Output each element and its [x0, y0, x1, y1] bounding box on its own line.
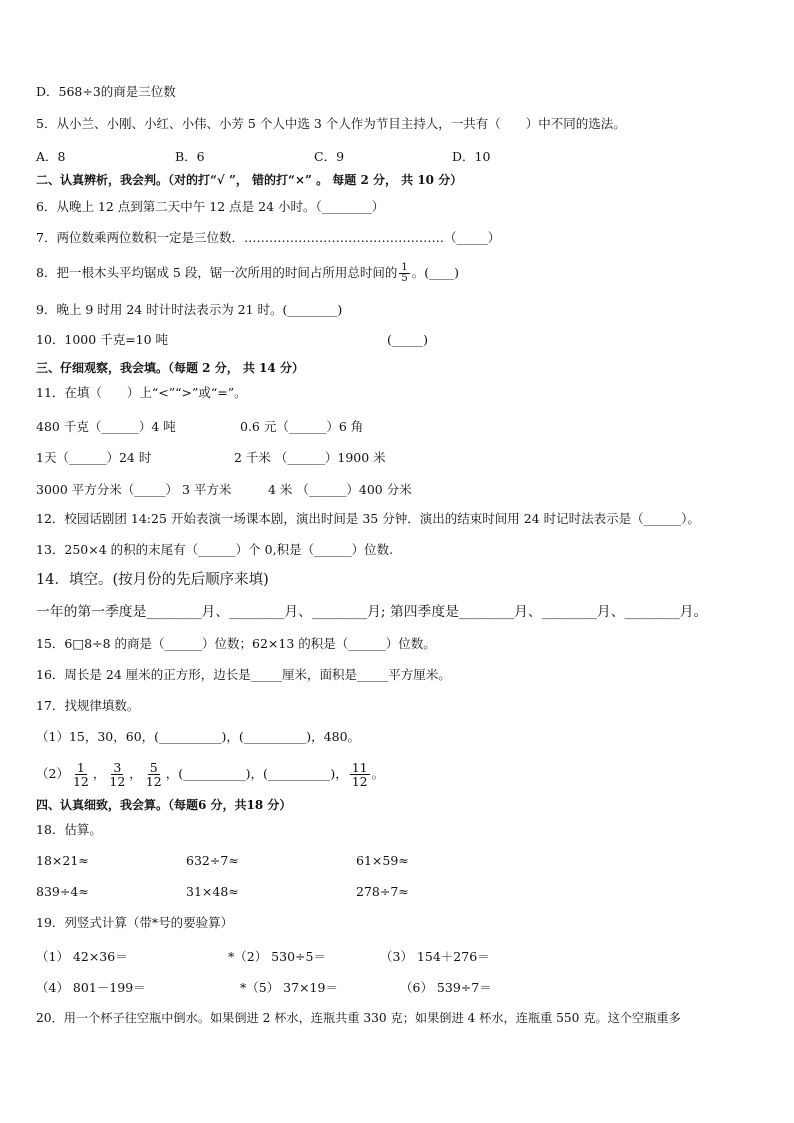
q17-part-2-blanks: ，(__________)，(__________)，	[165, 766, 348, 781]
question-5: 5．从小兰、小刚、小红、小伟、小芳 5 个人中选 3 个人作为节目主持人，一共有（ ）中不同的选法。	[36, 116, 626, 131]
question-16: 16．周长是 24 厘米的正方形，边长是_____厘米，面积是_____平方厘米。	[36, 667, 451, 682]
fraction-denominator: 12	[72, 774, 89, 789]
q18-item-4: 839÷4≈	[36, 884, 89, 899]
q8-tail: 。(____)	[411, 265, 459, 280]
question-12: 12．校园话剧团 14:25 开始表演一场课本剧，演出时间是 35 分钟．演出的结束时间用 24 时记时法表示是（______）。	[36, 511, 700, 526]
q11-row3-b: 4 米 （______）400 分米	[268, 482, 412, 497]
q18-item-6: 278÷7≈	[356, 884, 409, 899]
q18-item-2: 632÷7≈	[186, 853, 239, 868]
question-15: 15．6□8÷8 的商是（______）位数；62×13 的积是（______）位数。	[36, 636, 436, 651]
q19-item-4: （4） 801－199＝	[36, 980, 146, 995]
q11-row1-b: 0.6 元（______）6 角	[240, 419, 364, 434]
q19-item-5: *（5） 37×19＝	[240, 980, 338, 995]
question-13: 13．250×4 的积的末尾有（______）个 0,积是（______）位数.	[36, 542, 394, 557]
q11-row2-b: 2 千米 （______）1900 米	[234, 450, 386, 465]
question-14: 14．填空。(按月份的先后顺序来填)	[36, 572, 269, 588]
q19-item-6: （6） 539÷7＝	[400, 980, 492, 995]
q18-item-3: 61×59≈	[356, 853, 409, 868]
q17-fraction-3	[144, 761, 164, 788]
q19-item-3: （3） 154＋276＝	[380, 949, 490, 964]
fraction-numerator: 11	[351, 760, 368, 775]
section-2-heading: 二、认真辨析，我会判。（对的打“√ ”， 错的打“×” 。 每题 2 分， 共 10 分）	[36, 173, 463, 187]
q14-fill-line: 一年的第一季度是________月、________月、________月; 第四季度是________月、________月、________月。	[36, 604, 708, 620]
q8-text: 8．把一根木头平均锯成 5 段，锯一次所用的时间占所用总时间的	[36, 265, 398, 280]
fraction-denominator: 12	[109, 774, 126, 789]
question-19: 19．列竖式计算（带*号的要验算）	[36, 915, 234, 930]
section-4-heading: 四、认真细致，我会算。（每题6 分，共18 分）	[36, 798, 292, 812]
q11-row3-a: 3000 平方分米（_____） 3 平方米	[36, 482, 232, 497]
q11-row2-a: 1天（______）24 时	[36, 450, 152, 465]
q5-option-c: C．9	[314, 149, 345, 164]
q8-fraction-numerator: 1	[401, 262, 408, 273]
q19-item-1: （1） 42×36＝	[36, 949, 128, 964]
question-18: 18．估算。	[36, 822, 102, 837]
fraction-numerator: 1	[76, 760, 85, 775]
question-8	[36, 263, 459, 284]
q17-part-2-label: （2）	[36, 766, 69, 781]
q18-item-5: 31×48≈	[186, 884, 239, 899]
q11-row1-a: 480 千克（______）4 吨	[36, 419, 176, 434]
q5-option-b: B．6	[175, 149, 205, 164]
fraction-numerator: 5	[149, 760, 158, 775]
fraction-numerator: 3	[113, 760, 122, 775]
q10-answer-blank: (_____)	[387, 332, 429, 347]
fraction-denominator: 12	[145, 774, 162, 789]
q17-part-2-end: 。	[371, 766, 385, 781]
question-11: 11．在填（ ）上“<”“>”或“=”。	[36, 385, 247, 400]
section-3-heading: 三、仔细观察，我会填。（每题 2 分， 共 14 分）	[36, 361, 304, 375]
question-9: 9．晚上 9 时用 24 时计时法表示为 21 时。(________)	[36, 302, 343, 317]
q17-part-2: （2） $\frac{1}{12}$ ， $\frac{3}{12}$ ， $\frac{5}{12}$ ，(__________)，(__________)， $\frac{11}{12}$ 。	[36, 760, 385, 789]
q8-fraction-denominator: 5	[401, 273, 408, 284]
q17-fraction-2	[107, 761, 127, 788]
q17-fraction-4	[350, 761, 370, 788]
q5-option-d: D．10	[452, 149, 491, 164]
q5-option-a: A．8	[36, 149, 66, 164]
fraction-denominator: 12	[351, 774, 368, 789]
question-10: 10．1000 千克=10 吨	[36, 332, 169, 347]
question-7: 7．两位数乘两位数积一定是三位数．…………………………………………（_____）	[36, 230, 501, 245]
q17-fraction-1	[71, 761, 91, 788]
q8-fraction	[399, 263, 409, 284]
q17-part-1: （1）15，30，60，(__________)，(__________)，480。	[36, 729, 361, 744]
q19-item-2: *（2） 530÷5＝	[228, 949, 326, 964]
question-20: 20．用一个杯子往空瓶中倒水。如果倒进 2 杯水，连瓶共重 330 克；如果倒进 4 杯水，连瓶重 550 克。这个空瓶重多	[36, 1011, 681, 1025]
q18-item-1: 18×21≈	[36, 853, 89, 868]
question-6: 6．从晚上 12 点到第二天中午 12 点是 24 小时。（________）	[36, 199, 385, 214]
question-17: 17．找规律填数。	[36, 698, 140, 713]
option-d-q4: D．568÷3的商是三位数	[36, 84, 176, 99]
